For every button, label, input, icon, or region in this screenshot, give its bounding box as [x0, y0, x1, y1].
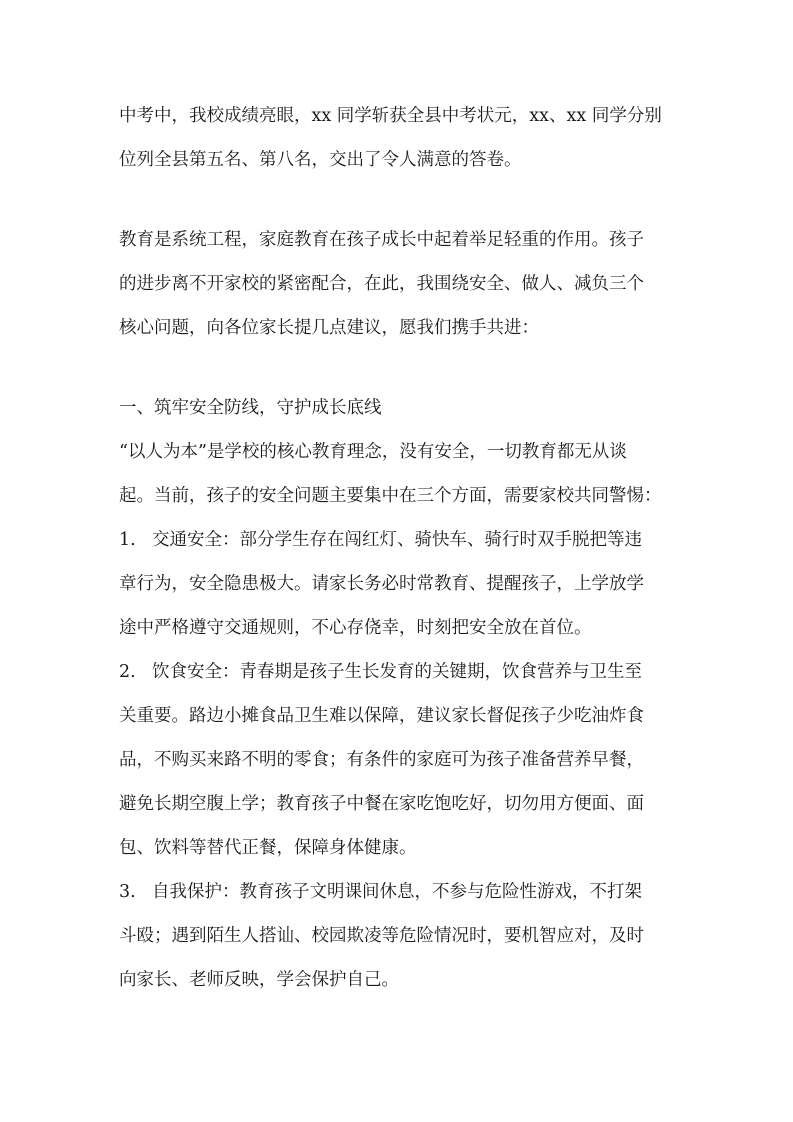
paragraph-line: “以人为本”是学校的核心教育理念，没有安全，一切教育都无从谈 — [119, 442, 627, 462]
section-heading: 一、筑牢安全防线，守护成长底线 — [119, 398, 382, 418]
paragraph-line: 避免长期空腹上学；教育孩子中餐在家吃饱吃好，切勿用方便面、面 — [119, 794, 644, 814]
paragraph-line: 品，不购买来路不明的零食；有条件的家庭可为孩子准备营养早餐， — [119, 750, 644, 770]
paragraph-line: 教育是系统工程，家庭教育在孩子成长中起着举足轻重的作用。孩子 — [119, 230, 644, 250]
list-number: 3. — [119, 882, 136, 902]
list-text: 自我保护：教育孩子文明课间休息，不参与危险性游戏，不打架 — [152, 882, 642, 902]
paragraph-line: 向家长、老师反映，学会保护自己。 — [119, 970, 399, 990]
paragraph-line: 起。当前，孩子的安全问题主要集中在三个方面，需要家校共同警惕： — [119, 486, 662, 506]
list-number: 1. — [119, 530, 136, 550]
paragraph-line: 章行为，安全隐患极大。请家长务必时常教育、提醒孩子，上学放学 — [119, 574, 644, 594]
paragraph-line: 关重要。路边小摊食品卫生难以保障，建议家长督促孩子少吃油炸食 — [119, 706, 644, 726]
paragraph-line: 位列全县第五名、第八名，交出了令人满意的答卷。 — [119, 150, 522, 170]
paragraph-line: 斗殴；遇到陌生人搭讪、校园欺凌等危险情况时，要机智应对，及时 — [119, 926, 644, 946]
list-text: 交通安全：部分学生存在闯红灯、骑快车、骑行时双手脱把等违 — [152, 530, 642, 550]
list-text: 饮食安全：青春期是孩子生长发育的关键期，饮食营养与卫生至 — [152, 662, 642, 682]
paragraph-line: 中考中，我校成绩亮眼，xx 同学斩获全县中考状元，xx、xx 同学分别 — [119, 106, 662, 126]
paragraph-line: 包、饮料等替代正餐，保障身体健康。 — [119, 838, 417, 858]
list-number: 2. — [119, 662, 136, 682]
paragraph-line: 途中严格遵守交通规则，不心存侥幸，时刻把安全放在首位。 — [119, 618, 592, 638]
paragraph-line: 核心问题，向各位家长提几点建议，愿我们携手共进： — [119, 318, 539, 338]
paragraph-line: 的进步离不开家校的紧密配合，在此，我围绕安全、做人、减负三个 — [119, 274, 644, 294]
